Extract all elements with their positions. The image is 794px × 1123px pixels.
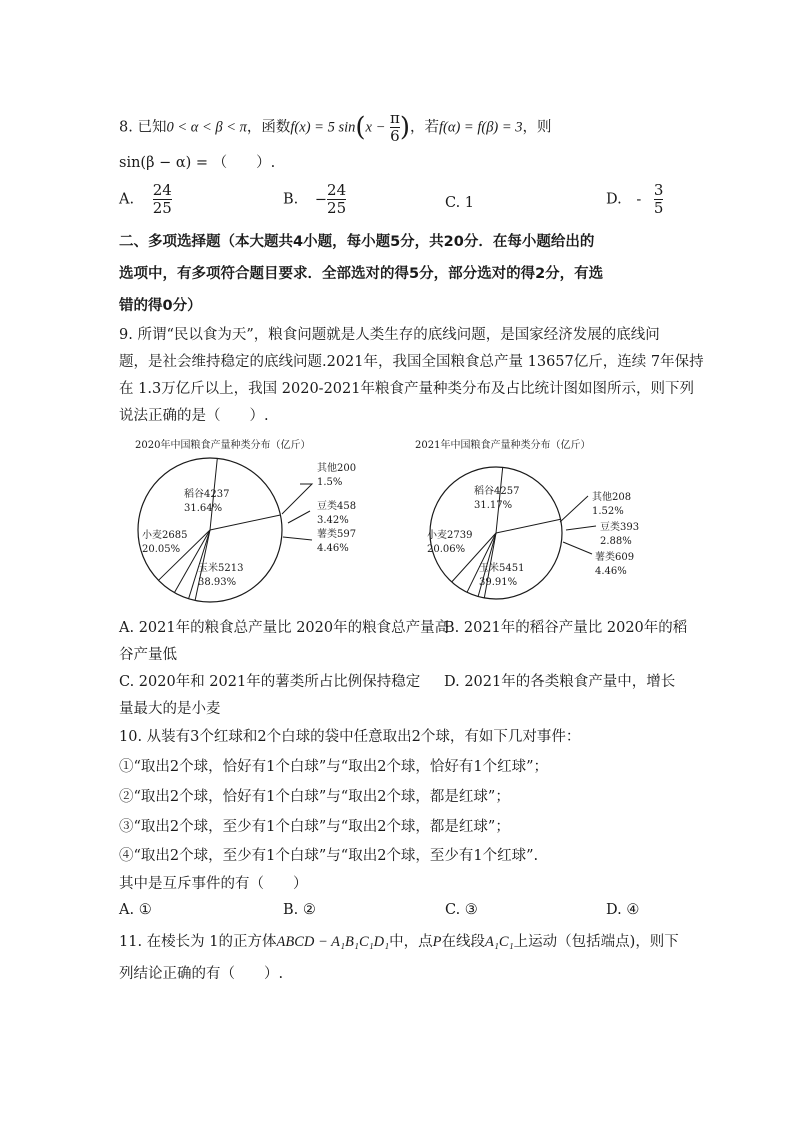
grain-pie-charts	[120, 430, 760, 610]
q10-option-a[interactable]: A. ①	[119, 902, 152, 918]
q8-option-c[interactable]: C. 1	[445, 195, 475, 211]
chart2-label-tubers: 薯类609	[595, 552, 635, 563]
chart2-pct-corn: 39.91%	[479, 577, 518, 588]
chart1-label-other: 其他200	[317, 463, 357, 474]
q8-option-b[interactable]: B. − $\frac{24}{25}$	[283, 181, 347, 217]
chart1-slice-boundary-稻谷	[210, 515, 280, 530]
chart1-pct-wheat: 20.05%	[142, 544, 181, 555]
chart1-leader-other	[282, 484, 312, 514]
q10-option-d[interactable]: D. ④	[606, 902, 640, 918]
chart1-label-corn: 玉米5213	[198, 563, 244, 574]
chart1-label-rice: 稻谷4237	[184, 489, 230, 500]
q10-option-b[interactable]: B. ②	[283, 902, 316, 918]
chart1-label-tubers: 薯类597	[317, 529, 357, 540]
chart2-label-corn: 玉米5451	[479, 563, 525, 574]
chart1-pct-corn: 38.93%	[198, 577, 237, 588]
chart2-pct-other: 1.52%	[592, 506, 624, 517]
chart2-leader-beans	[566, 526, 596, 530]
q10-event-2: ②“取出2个球，恰好有1个白球”与“取出2个球，都是红球”；	[119, 789, 510, 805]
q8-option-a[interactable]: A. $\frac{24}{25}$	[119, 181, 172, 217]
q11-line2: 列结论正确的有（ ）.	[119, 966, 284, 982]
chart1-label-wheat: 小麦2685	[142, 530, 188, 541]
q10-event-3: ③“取出2个球，至少有1个白球”与“取出2个球，都是红球”；	[119, 819, 510, 835]
chart2-label-other: 其他208	[592, 492, 632, 503]
q10-event-4: ④“取出2个球，至少有1个白球”与“取出2个球，至少有1个红球”.	[119, 848, 539, 864]
chart2-leader-tubers	[563, 542, 592, 554]
q9-line3: 在 1.3万亿斤以上，我国 2020-2021年粮食产量种类分布及占比统计图如图所示，则下列	[119, 381, 694, 397]
chart1-leader-beans	[288, 511, 310, 523]
q9-option-b[interactable]: B. 2021年的稻谷产量比 2020年的稻	[444, 620, 688, 636]
q11-line1: 11. 在棱长为 1的正方体ABCD − A₁B₁C₁D₁中，点P在线段A₁C₁上运动（包括端点)，则下	[119, 934, 679, 950]
chart2-label-rice: 稻谷4257	[474, 486, 520, 497]
chart2-label-beans: 豆类393	[600, 522, 640, 533]
chart1-leader-tubers	[283, 537, 312, 540]
q9-option-c[interactable]: C. 2020年和 2021年的薯类所占比例保持稳定	[119, 674, 421, 690]
q8-option-d[interactable]: D. - $\frac{3}{5}$	[606, 181, 664, 217]
q9-option-d[interactable]: D. 2021年的各类粮食产量中，增长	[444, 674, 676, 690]
q10-line0: 10. 从装有3个红球和2个白球的袋中任意取出2个球，有如下几对事件：	[119, 729, 581, 745]
section2-heading-line2: 选项中，有多项符合题目要求．全部选对的得5分，部分选对的得2分，有选	[119, 266, 604, 282]
section2-heading-line3: 错的得0分）	[119, 298, 202, 314]
chart2-label-wheat: 小麦2739	[427, 530, 473, 541]
chart1-pct-rice: 31.64%	[184, 503, 223, 514]
q9-line1: 9. 所谓“民以食为天”，粮食问题就是人类生存的底线问题，是国家经济发展的底线问	[119, 327, 660, 343]
chart2-leader-other	[560, 496, 588, 522]
q9-line2: 题，是社会维持稳定的底线问题.2021年，我国全国粮食总产量 13657亿斤，连续 7年保持	[119, 354, 704, 370]
q8-line2: sin(β − α) = （ ）.	[119, 155, 276, 171]
q10-event-1: ①“取出2个球，恰好有1个白球”与“取出2个球，恰好有1个红球”；	[119, 759, 549, 775]
chart2-pct-rice: 31.17%	[474, 500, 513, 511]
q9-option-a[interactable]: A. 2021年的粮食总产量比 2020年的粮食总产量高	[119, 620, 450, 636]
chart1-pct-other: 1.5%	[317, 477, 343, 488]
q9-option-d-cont: 量最大的是小麦	[119, 701, 221, 717]
pi-over-6-fraction: $\frac{\pi}{6}$	[389, 109, 400, 145]
chart1-title: 2020年中国粮食产量种类分布（亿斤）	[135, 440, 311, 451]
chart1-pct-beans: 3.42%	[317, 515, 349, 526]
q9-line4: 说法正确的是（ ）.	[119, 408, 269, 424]
chart2-pct-wheat: 20.06%	[427, 544, 466, 555]
chart1-label-beans: 豆类458	[317, 501, 357, 512]
chart1-pct-tubers: 4.46%	[317, 543, 349, 554]
q8-line1: 8. 已知0 < α < β < π，函数f(x) = 5 sin(x − $\frac{\pi}{6}$ )，若f(α) = f(β) = 3，则	[119, 109, 552, 145]
section2-heading-line1: 二、多项选择题（本大题共4小题，每小题5分，共20分．在每小题给出的	[119, 234, 595, 250]
chart2-pct-beans: 2.88%	[600, 536, 632, 547]
q10-option-c[interactable]: C. ③	[445, 902, 478, 918]
chart2-slice-boundary-稻谷	[496, 519, 561, 533]
chart2-pct-tubers: 4.46%	[595, 566, 627, 577]
chart2-title: 2021年中国粮食产量种类分布（亿斤）	[415, 440, 591, 451]
q10-ask: 其中是互斥事件的有（ ）	[119, 876, 308, 892]
q9-option-b-cont: 谷产量低	[119, 647, 177, 663]
